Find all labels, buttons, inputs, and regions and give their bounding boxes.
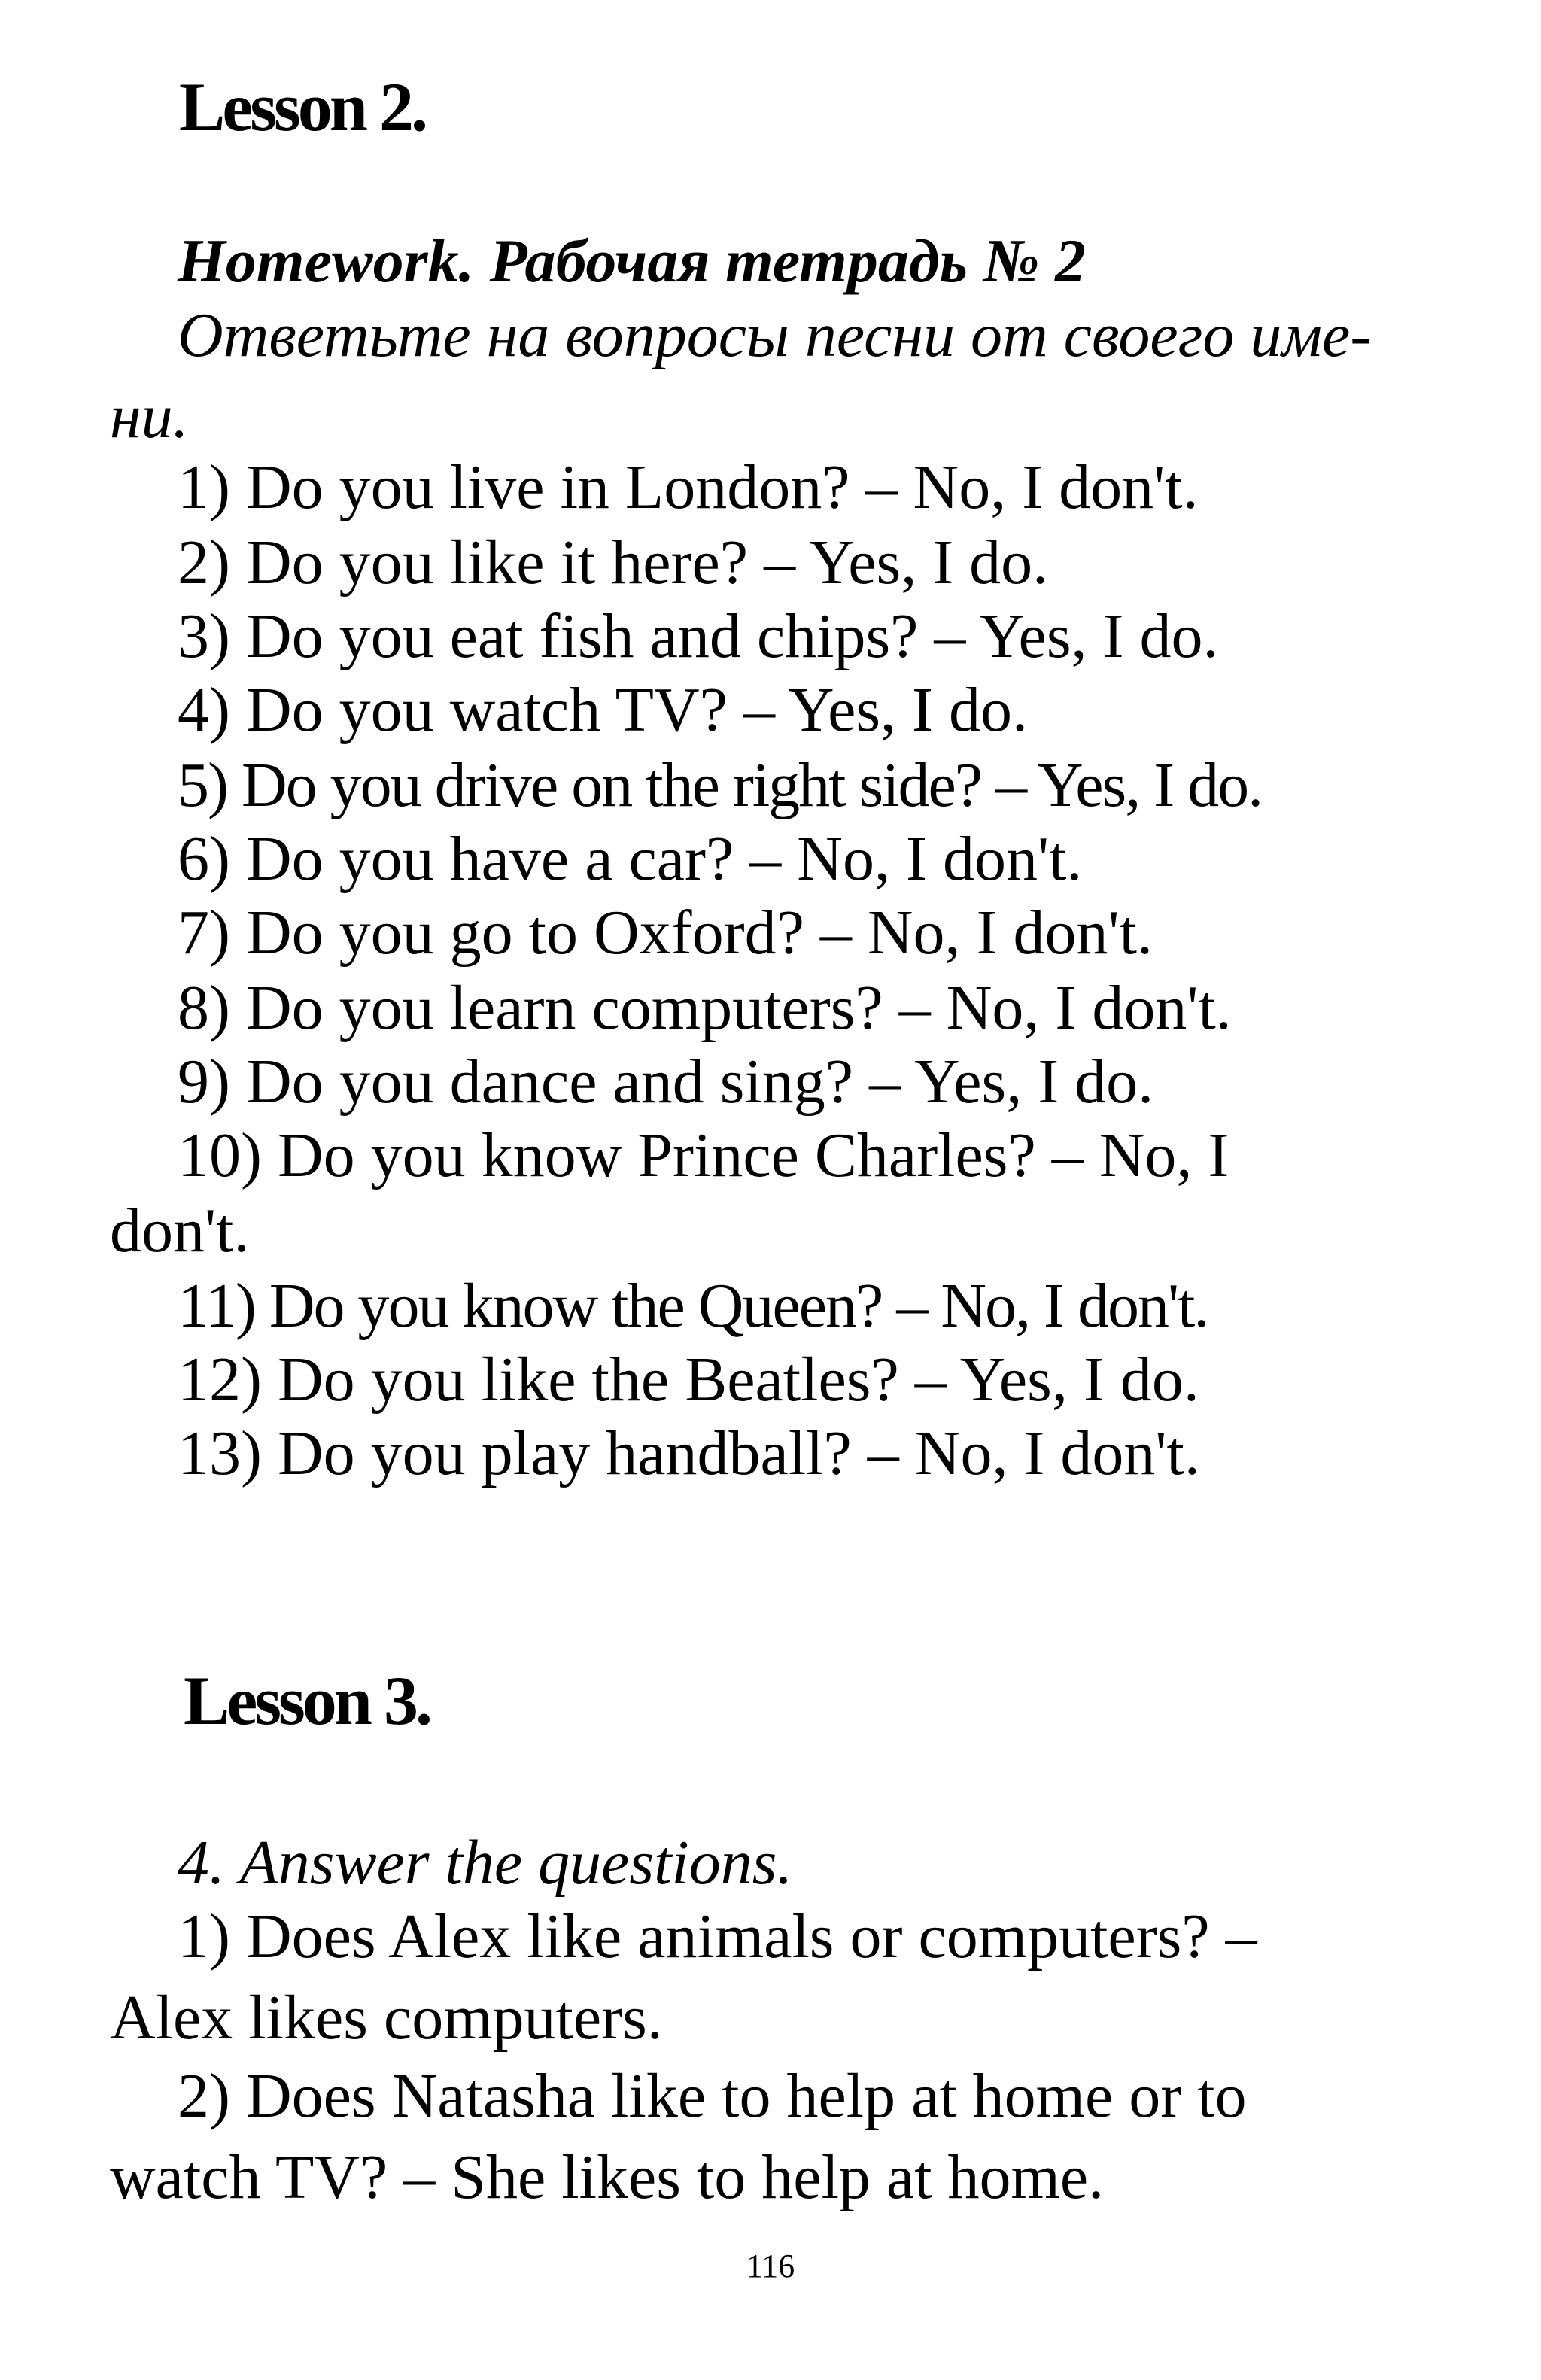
answer-line: 11) Do you know the Queen? – No, I don't. — [178, 1271, 1208, 1341]
answer-line-continuation: don't. — [110, 1196, 250, 1266]
answer-line: 2) Do you like it here? – Yes, I do. — [178, 527, 1049, 597]
answer-line: 3) Do you eat fish and chips? – Yes, I do. — [178, 601, 1219, 671]
answer-line: watch TV? – She likes to help at home. — [110, 2142, 1105, 2212]
exercise-title: 4. Answer the questions. — [178, 1828, 793, 1898]
answer-line: 9) Do you dance and sing? – Yes, I do. — [178, 1047, 1154, 1117]
answer-line: 5) Do you drive on the right side? – Yes, I do. — [178, 750, 1263, 820]
answer-line: 7) Do you go to Oxford? – No, I don't. — [178, 898, 1153, 968]
lesson-3-heading: Lesson 3. — [184, 1662, 430, 1739]
answer-line: 12) Do you like the Beatles? – Yes, I do. — [178, 1345, 1199, 1415]
answer-line: 10) Do you know Prince Charles? – No, I — [178, 1120, 1229, 1190]
instruction-line-2: ни. — [110, 381, 189, 451]
answer-line: 1) Do you live in London? – No, I don't. — [178, 452, 1199, 522]
page-number: 116 — [746, 2248, 795, 2284]
answer-line: 6) Do you have a car? – No, I don't. — [178, 824, 1083, 894]
answer-line: 13) Do you play handball? – No, I don't. — [178, 1418, 1200, 1488]
question-line: 1) Does Alex like animals or computers? – — [178, 1901, 1257, 1971]
homework-title: Homework. Рабочая тетрадь № 2 — [178, 226, 1087, 295]
answer-line: 8) Do you learn computers? – No, I don't. — [178, 973, 1232, 1043]
answer-line: Alex likes computers. — [110, 1983, 663, 2053]
lesson-2-heading: Lesson 2. — [179, 68, 425, 145]
answer-line: 4) Do you watch TV? – Yes, I do. — [178, 675, 1029, 745]
question-line: 2) Does Natasha like to help at home or to — [178, 2061, 1247, 2131]
instruction-line-1: Ответьте на вопросы песни от своего име- — [178, 300, 1372, 370]
